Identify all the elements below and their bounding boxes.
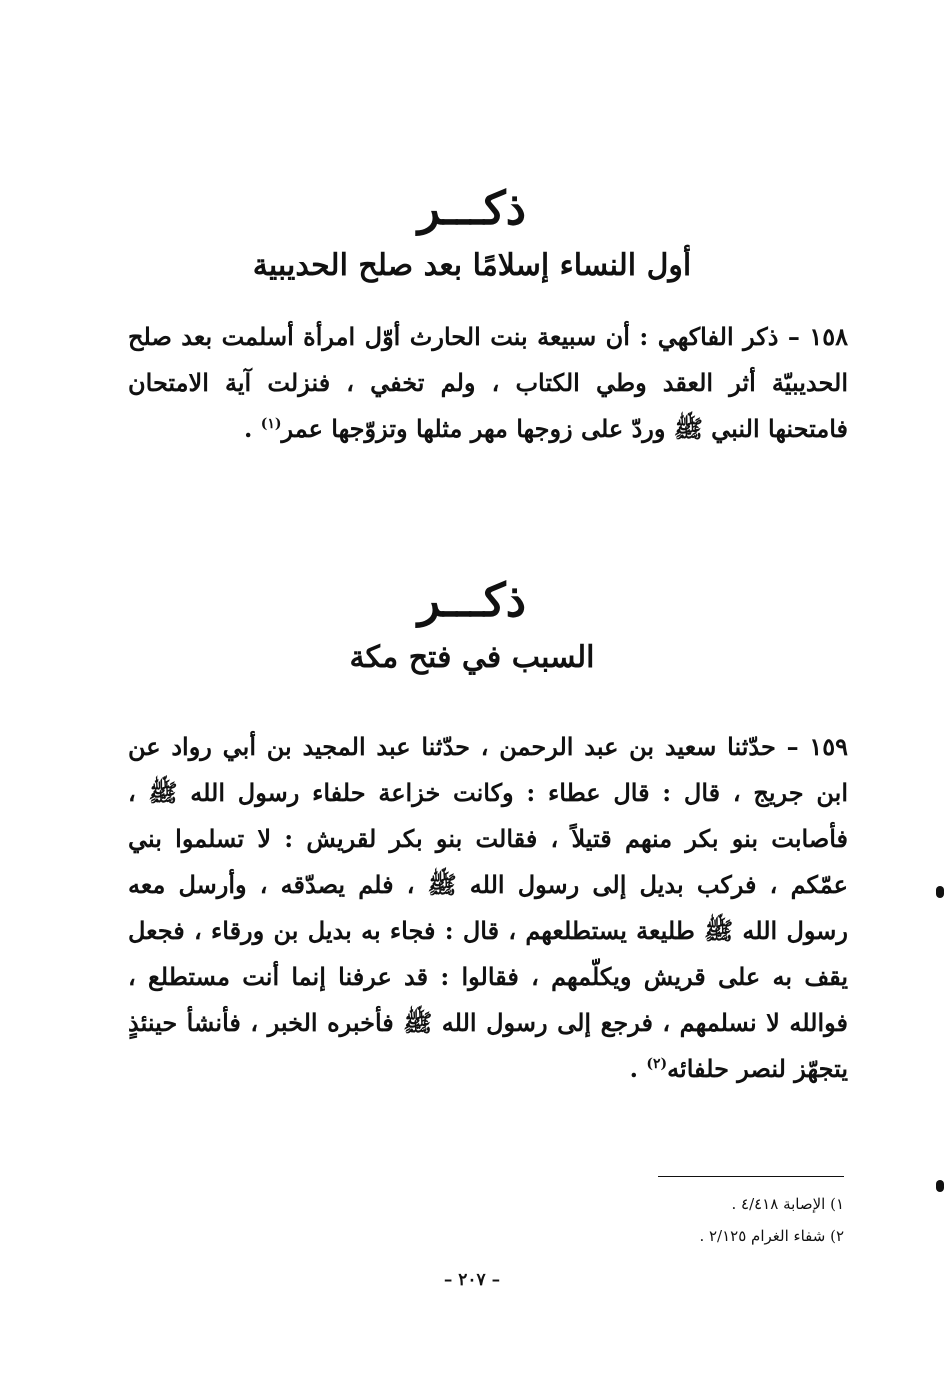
entry-end: . — [629, 1054, 647, 1083]
footnote: ٢) شفاء الغرام ٢/١٢٥ . — [699, 1227, 844, 1245]
footnote-divider — [658, 1176, 844, 1177]
footnotes — [560, 1188, 844, 1252]
entry-text: ١٥٩ – حدّثنا سعيد بن عبد الرحمن ، حدّثنا عبد المجيد بن أبي رواد عن ابن جريج ، قال : قال عطاء : وكانت خزاعة حلفاء رسول الله ﷺ ، فأصابت بنو بكر منهم قتيلاً ، فقالت بنو بكر لقريش : لا تسلموا بني عمّكم ، فركب بديل إلى رسول الله ﷺ ، فلم يصدّقه ، وأرسل معه رسول الله ﷺ طليعة يستطلعهم ، قال : فجاء به بديل بن ورقاء ، فجعل يقف به على قريش ويكلّمهم ، فقالوا : قد عرفنا إنما أنت مستطلع ، فوالله لا نسلمهم ، فرجع إلى رسول الله ﷺ فأخبره الخبر ، فأنشأ حينئذٍ يتجهّز لنصر حلفائه — [128, 732, 849, 1083]
scan-edge-mark — [936, 1180, 944, 1192]
entry-end: . — [243, 414, 261, 443]
hadith-entry — [128, 724, 848, 1092]
footnote-reference: (١) — [260, 416, 282, 432]
hadith-entry — [128, 314, 848, 452]
section-title: السبب في فتح مكة — [349, 640, 595, 675]
section-heading-word: ذكـــر — [417, 181, 527, 235]
entry-text: ١٥٨ – ذكر الفاكهي : أن سبيعة بنت الحارث أوّل امرأة أسلمت بعد صلح الحديبيّة أثر العقد وطي الكتاب ، ولم تخفي ، فنزلت آية الامتحان فامتحنها النبي ﷺ وردّ على زوجها مهر مثلها وتزوّجها عمر — [128, 322, 848, 443]
page-number: – ٢٠٧ – — [443, 1270, 501, 1290]
footnote-reference: (٢) — [646, 1056, 668, 1072]
section-heading-word: ذكـــر — [417, 573, 527, 627]
footnote: ١) الإصابة ٤/٤١٨ . — [731, 1195, 844, 1213]
section-title: أول النساء إسلامًا بعد صلح الحديبية — [252, 248, 692, 283]
scan-edge-mark — [936, 886, 944, 898]
